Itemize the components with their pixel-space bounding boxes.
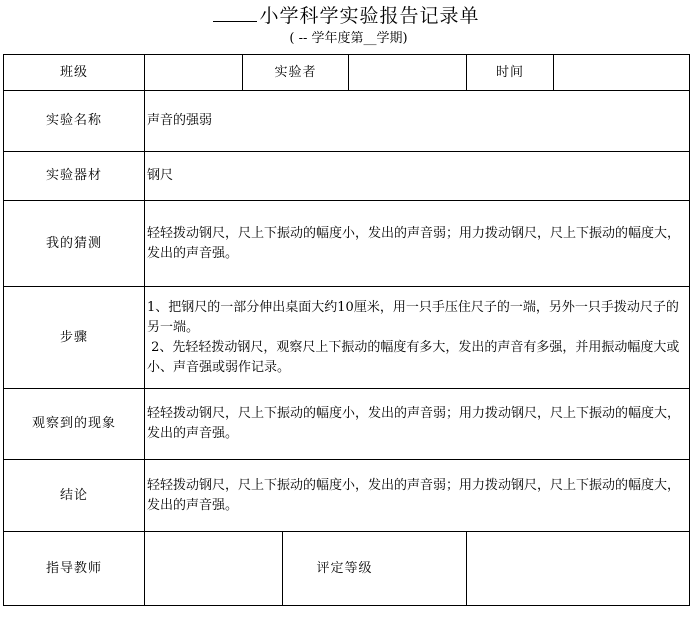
hypothesis-value[interactable]: 轻轻拨动钢尺，尺上下振动的幅度小，发出的声音弱；用力拨动钢尺，尺上下振动的幅度大，发出的声音强。 <box>145 201 690 287</box>
steps-row <box>4 287 690 389</box>
experiment-name-value[interactable]: 声音的强弱 <box>145 91 690 152</box>
report-table <box>3 54 690 606</box>
observation-row <box>4 389 690 460</box>
observation-label: 观察到的现象 <box>4 389 145 460</box>
steps-label: 步骤 <box>4 287 145 389</box>
time-value-cell[interactable] <box>554 55 690 91</box>
class-value-cell[interactable] <box>145 55 243 91</box>
experimenter-value-cell[interactable] <box>349 55 467 91</box>
time-label: 时间 <box>467 55 554 91</box>
document-title-text: 小学科学实验报告记录单 <box>259 5 480 27</box>
grade-value-cell[interactable] <box>467 532 690 606</box>
hypothesis-label: 我的猜测 <box>4 201 145 287</box>
steps-value[interactable] <box>145 287 690 389</box>
document-title <box>0 4 693 28</box>
info-row <box>4 55 690 91</box>
experiment-name-row <box>4 91 690 152</box>
grade-label: 评定等级 <box>283 532 467 606</box>
document-subtitle: ( -- 学年度第__学期) <box>289 31 408 46</box>
experiment-name-label: 实验名称 <box>4 91 145 152</box>
conclusion-row <box>4 460 690 532</box>
equipment-value[interactable]: 钢尺 <box>145 152 690 201</box>
footer-row <box>4 532 690 606</box>
class-label: 班级 <box>4 55 145 91</box>
hypothesis-row <box>4 201 690 287</box>
teacher-label: 指导教师 <box>4 532 145 606</box>
teacher-value-cell[interactable] <box>145 532 283 606</box>
conclusion-value[interactable]: 轻轻拨动钢尺，尺上下振动的幅度小，发出的声音弱；用力拨动钢尺，尺上下振动的幅度大，发出的声音强。 <box>145 460 690 532</box>
conclusion-label: 结论 <box>4 460 145 532</box>
equipment-label: 实验器材 <box>4 152 145 201</box>
step-item: 2、先轻轻拨动钢尺，观察尺上下振动的幅度有多大，发出的声音有多强，并用振动幅度大或小、声音强或弱作记录。 <box>147 339 680 375</box>
experimenter-label: 实验者 <box>243 55 349 91</box>
title-blank-line[interactable] <box>213 5 257 22</box>
step-item: 1、把钢尺的一部分伸出桌面大约10厘米，用一只手压住尺子的一端，另外一只手拨动尺子的另一端。 <box>147 299 679 335</box>
observation-value[interactable]: 轻轻拨动钢尺，尺上下振动的幅度小，发出的声音弱；用力拨动钢尺，尺上下振动的幅度大，发出的声音强。 <box>145 389 690 460</box>
equipment-row <box>4 152 690 201</box>
title-area <box>0 4 693 48</box>
